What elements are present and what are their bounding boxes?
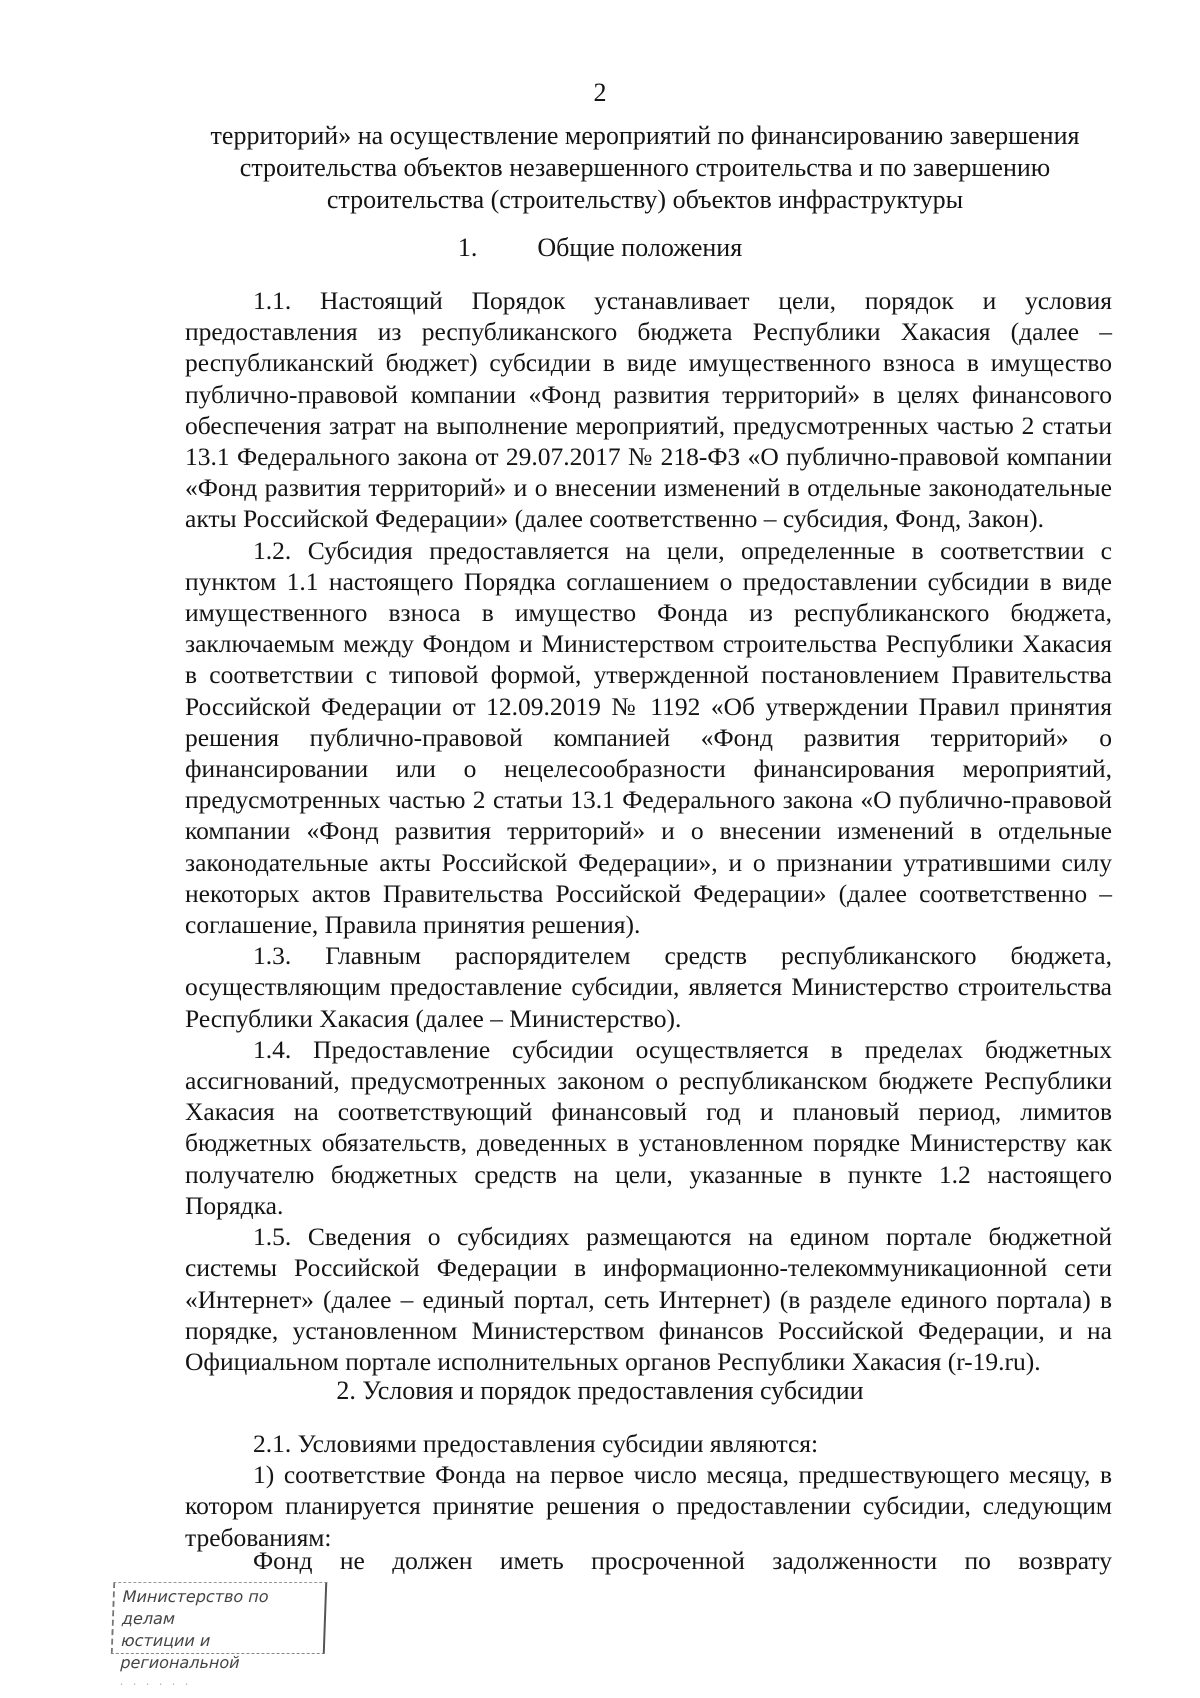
paragraph-1-1: 1.1. Настоящий Порядок устанавливает цели, порядок и условия предоставления из республиканского бюджета Республики Хакасия (далее – республиканский бюджет) субсидии в виде имущественного взноса в имущество публично-правовой компании «Фонд развития территорий» в целях финансового обеспечения затрат на выполнение мероприятий, предусмотренных частью 2 статьи 13.1 Федерального закона от 29.07.2017 № 218-ФЗ «О публично-правовой компании «Фонд развития территорий» и о внесении изменений в отдельные законодательные акты Российской Федерации» (далее соответственно – субсидия, Фонд, Закон). — [185, 286, 1112, 534]
paragraph-2-1: 2.1. Условиями предоставления субсидии являются: — [253, 1429, 819, 1458]
word: задолженности — [772, 1546, 938, 1575]
word: по — [964, 1546, 991, 1575]
paragraph-1-4: 1.4. Предоставление субсидии осуществляется в пределах бюджетных ассигнований, предусмотренных законом о республиканском бюджете Республики Хакасия на соответствующий финансовый год и плановый период, лимитов бюджетных обязательств, доведенных в установленном порядке Министерству как получателю бюджетных средств на цели, указанные в пункте 1.2 настоящего Порядка. — [185, 1034, 1112, 1220]
paragraph-1-2: 1.2. Субсидия предоставляется на цели, определенные в соответствии с пунктом 1.1 настоящего Порядка соглашением о предоставлении субсидии в виде имущественного взноса в имущество Фонда из республиканского бюджета, заключаемым между Фондом и Министерством строительства Республики Хакасия в соответствии с типовой формой, утвержденной постановлением Правительства Российской Федерации от 12.09.2019 № 1192 «Об утверждении Правил принятия решения публично-правовой компанией «Фонд развития территорий» о финансировании или о нецелесообразности финансирования мероприятий, предусмотренных частью 2 статьи 13.1 Федерального закона «О публично-правовой компании «Фонд развития территорий» и о внесении изменений в отдельные законодательные акты Российской Федерации», и о признании утратившими силу некоторых актов Правительства Российской Федерации» (далее соответственно – соглашение, Правила принятия решения). — [185, 535, 1112, 940]
stamp-line-1: Министерство по делам — [121, 1587, 269, 1628]
registration-stamp — [111, 1582, 328, 1691]
stamp-line-2: юстиции и региональной — [120, 1631, 240, 1672]
section-1-heading — [0, 232, 1200, 264]
word: Фонд — [253, 1546, 313, 1575]
word: должен — [392, 1546, 473, 1575]
page-number: 2 — [593, 78, 607, 107]
word: просроченной — [591, 1546, 745, 1575]
section-2-heading: 2. Условия и порядок предоставления субсидии — [336, 1376, 864, 1405]
word: возврату — [1018, 1546, 1112, 1575]
section-1-body — [185, 285, 1112, 1377]
paragraph-2-1-item-1: 1) соответствие Фонда на первое число месяца, предшествующего месяцу, в котором планируется принятие решения о предоставлении субсидии, следующим требованиям: — [185, 1460, 1112, 1552]
word: не — [339, 1546, 365, 1575]
section-1-title: Общие положения — [537, 233, 743, 262]
section-2-body — [185, 1428, 1112, 1553]
section-1-number: 1. — [457, 233, 478, 262]
stamp-line-3: · · · · · · — [119, 1678, 192, 1691]
paragraph-1-3: 1.3. Главным распорядителем средств республиканского бюджета, осуществляющим предоставление субсидии, является Министерство строительства Республики Хакасия (далее – Министерство). — [185, 941, 1112, 1033]
document-title-continuation: территорий» на осуществление мероприятий по финансированию завершения строительства объектов незавершенного строительства и по завершению строительства (строительству) объектов инфраструктуры — [210, 121, 1080, 214]
paragraph-continued-line — [185, 1545, 1112, 1576]
word: иметь — [499, 1546, 564, 1575]
paragraph-1-5: 1.5. Сведения о субсидиях размещаются на едином портале бюджетной системы Российской Федерации в информационно-телекоммуникационной сети «Интернет» (далее – единый портал, сеть Интернет) (в разделе единого портала) в порядке, установленном Министерством финансов Российской Федерации, и на Официальном портале исполнительных органов Республики Хакасия (r-19.ru). — [185, 1222, 1112, 1376]
